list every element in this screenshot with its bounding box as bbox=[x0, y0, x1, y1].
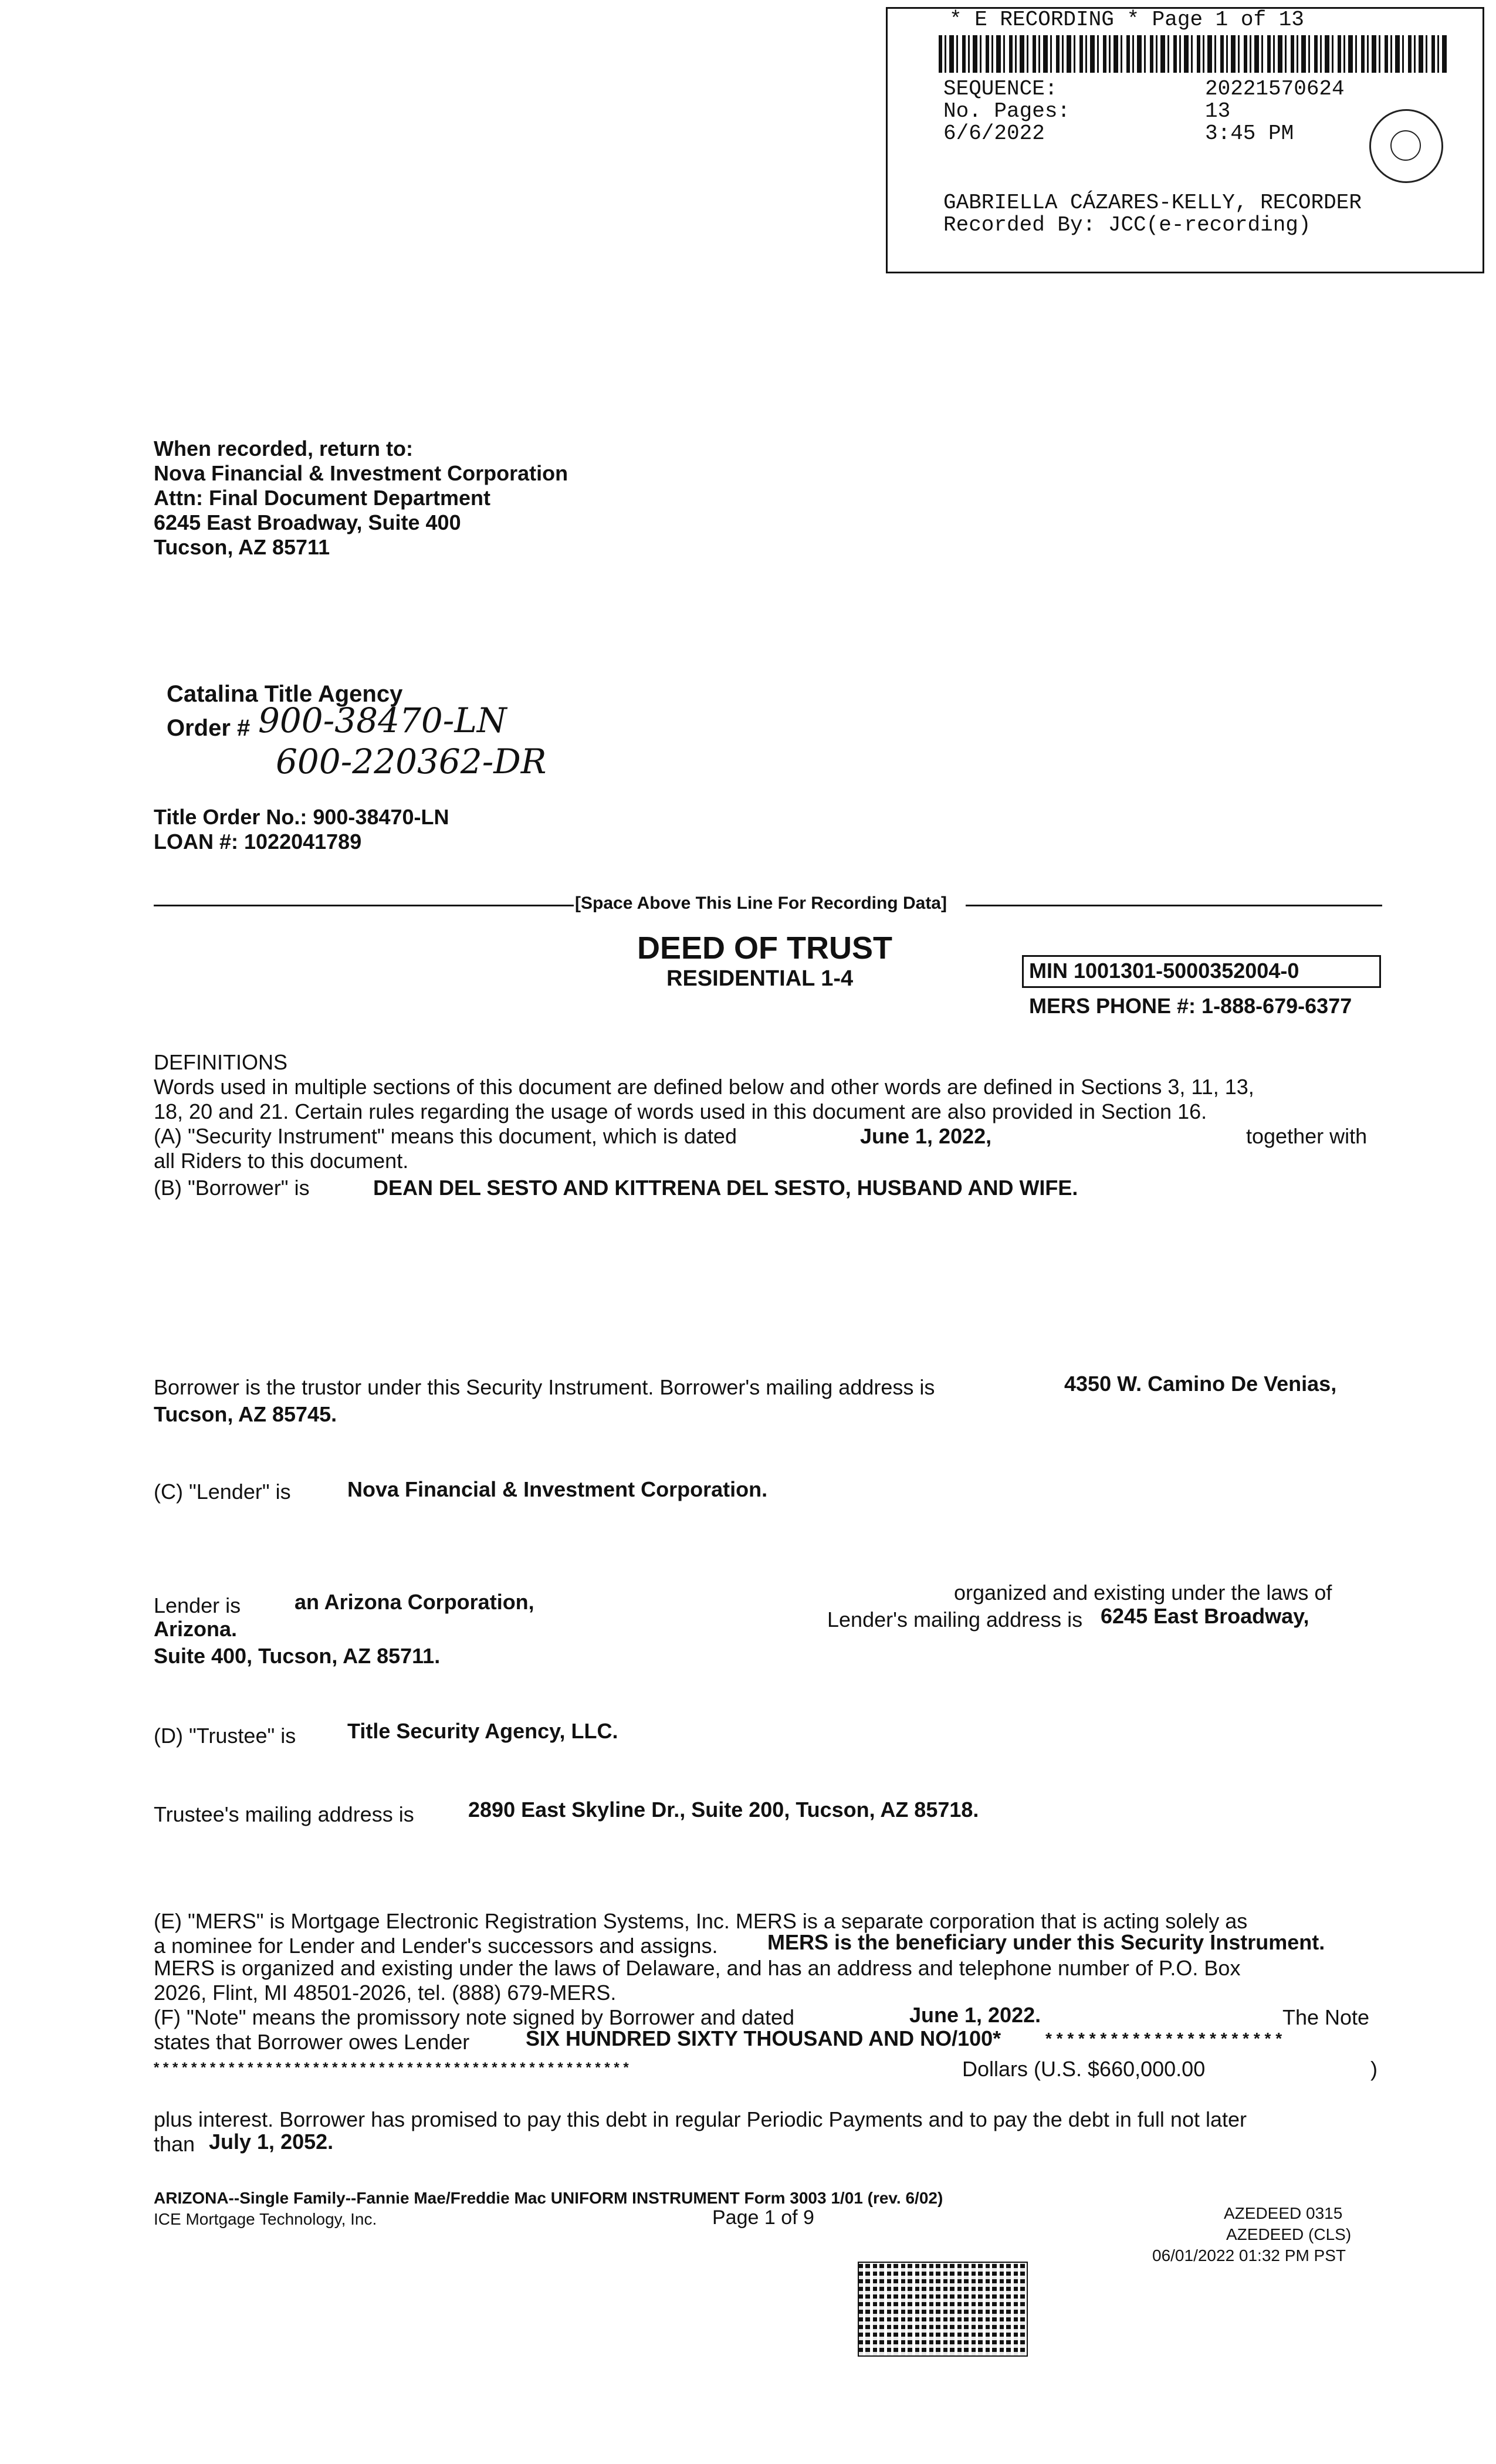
def-b-text: (B) "Borrower" is bbox=[154, 1176, 310, 1200]
definitions-intro-line1: Words used in multiple sections of this document are defined below and other words are defined in Sections 3, 11, 13, bbox=[154, 1075, 1254, 1099]
def-e-line2b: MERS is the beneficiary under this Security Instrument. bbox=[767, 1930, 1325, 1954]
borrower-address-text: Borrower is the trustor under this Security Instrument. Borrower's mailing address is bbox=[154, 1375, 935, 1399]
def-f-text: (F) "Note" means the promissory note signed by Borrower and dated bbox=[154, 2005, 795, 2029]
recorder-name: GABRIELLA CÁZARES-KELLY, RECORDER bbox=[943, 191, 1362, 215]
def-e-line4: 2026, Flint, MI 48501-2026, tel. (888) 679-MERS. bbox=[154, 1981, 617, 2005]
recording-header: * E RECORDING * Page 1 of 13 bbox=[949, 8, 1304, 32]
def-a-text: (A) "Security Instrument" means this document, which is dated bbox=[154, 1124, 737, 1148]
recorded-by: Recorded By: JCC(e-recording) bbox=[943, 213, 1311, 237]
footer-timestamp: 06/01/2022 01:32 PM PST bbox=[1152, 2246, 1346, 2265]
document-subtitle: RESIDENTIAL 1-4 bbox=[666, 966, 854, 991]
def-f-line5a: than bbox=[154, 2132, 195, 2156]
recording-barcode bbox=[939, 35, 1449, 73]
lender-is-label: Lender is bbox=[154, 1593, 241, 1617]
recording-time: 3:45 PM bbox=[1205, 121, 1294, 145]
return-to-line2: Nova Financial & Investment Corporation bbox=[154, 461, 568, 485]
note-stars-2: * * * * * * * * * * * * * * * * * * * * * * * * * * * * * * * * * * * * * * * * * * * * * * * * * * * bbox=[154, 2060, 629, 2076]
footer-code1: AZEDEED 0315 bbox=[1224, 2204, 1343, 2222]
loan-number: LOAN #: 1022041789 bbox=[154, 830, 362, 854]
space-above-label: [Space Above This Line For Recording Data] bbox=[575, 893, 947, 913]
recording-space-rule-right bbox=[966, 905, 1382, 906]
min-number: MIN 1001301-5000352004-0 bbox=[1029, 959, 1299, 983]
trustee-name: Title Security Agency, LLC. bbox=[347, 1719, 618, 1743]
lender-address-text: Lender's mailing address is bbox=[827, 1607, 1083, 1632]
lender-address-line2: Suite 400, Tucson, AZ 85711. bbox=[154, 1644, 441, 1668]
note-stars-1: * * * * * * * * * * * * * * * * * * * * * * bbox=[1045, 2029, 1282, 2047]
def-e-line3: MERS is organized and existing under the laws of Delaware, and has an address and telephone number of P.O. Box bbox=[154, 1956, 1241, 1980]
trustee-address-value: 2890 East Skyline Dr., Suite 200, Tucson, AZ 85718. bbox=[468, 1798, 979, 1822]
note-dollars-paren: ) bbox=[1370, 2057, 1377, 2081]
handwritten-order-1: 900-38470-LN bbox=[258, 700, 507, 740]
note-amount-words: SIX HUNDRED SIXTY THOUSAND AND NO/100* bbox=[526, 2026, 1001, 2050]
borrower-address-line2: Tucson, AZ 85745. bbox=[154, 1402, 337, 1426]
def-c-text: (C) "Lender" is bbox=[154, 1480, 291, 1504]
sequence-label: SEQUENCE: bbox=[943, 77, 1058, 101]
return-to-line4: 6245 East Broadway, Suite 400 bbox=[154, 510, 461, 534]
def-a-date: June 1, 2022, bbox=[860, 1124, 992, 1148]
definitions-heading: DEFINITIONS bbox=[154, 1050, 288, 1074]
return-to-line1: When recorded, return to: bbox=[154, 436, 414, 461]
borrower-address-value: 4350 W. Camino De Venias, bbox=[1064, 1372, 1337, 1396]
county-seal-inner bbox=[1390, 130, 1421, 161]
note-dollars-label: Dollars (U.S. $660,000.00 bbox=[962, 2057, 1206, 2081]
pages-value: 13 bbox=[1205, 99, 1231, 123]
note-maturity-date: July 1, 2052. bbox=[209, 2130, 334, 2154]
recording-date: 6/6/2022 bbox=[943, 121, 1045, 145]
pages-label: No. Pages: bbox=[943, 99, 1071, 123]
footer-code2: AZEDEED (CLS) bbox=[1226, 2225, 1352, 2243]
document-2d-barcode bbox=[858, 2262, 1028, 2357]
return-to-line5: Tucson, AZ 85711 bbox=[154, 535, 330, 559]
lender-type: an Arizona Corporation, bbox=[295, 1590, 534, 1614]
sequence-value: 20221570624 bbox=[1205, 77, 1345, 101]
borrower-names: DEAN DEL SESTO AND KITTRENA DEL SESTO, HUSBAND AND WIFE. bbox=[373, 1176, 1078, 1200]
mers-phone: MERS PHONE #: 1-888-679-6377 bbox=[1029, 994, 1352, 1018]
def-f-line2a: states that Borrower owes Lender bbox=[154, 2030, 470, 2054]
handwritten-order-2: 600-220362-DR bbox=[276, 742, 547, 781]
footer-form-line: ARIZONA--Single Family--Fannie Mae/Freddie Mac UNIFORM INSTRUMENT Form 3003 1/01 (rev. 6/02) bbox=[154, 2189, 943, 2207]
document-title: DEED OF TRUST bbox=[637, 930, 893, 966]
def-a-line2: all Riders to this document. bbox=[154, 1149, 409, 1173]
order-label: Order # bbox=[167, 715, 251, 741]
def-e-line1: (E) "MERS" is Mortgage Electronic Registration Systems, Inc. MERS is a separate corporation that is acting solely as bbox=[154, 1909, 1248, 1933]
def-d-text: (D) "Trustee" is bbox=[154, 1724, 296, 1748]
title-order-number: Title Order No.: 900-38470-LN bbox=[154, 805, 449, 829]
title-agency-stamp: Catalina Title Agency bbox=[167, 681, 403, 707]
lender-address-value: 6245 East Broadway, bbox=[1101, 1604, 1309, 1628]
def-e-line2a: a nominee for Lender and Lender's successors and assigns. bbox=[154, 1934, 718, 1958]
definitions-intro-line2: 18, 20 and 21. Certain rules regarding the usage of words used in this document are also provided in Section 16. bbox=[154, 1099, 1207, 1123]
recording-space-rule-left bbox=[154, 905, 574, 906]
lender-laws-text: organized and existing under the laws of bbox=[954, 1580, 1332, 1605]
def-a-tail: together with bbox=[1246, 1124, 1368, 1148]
lender-name: Nova Financial & Investment Corporation. bbox=[347, 1477, 768, 1501]
def-f-line4: plus interest. Borrower has promised to pay this debt in regular Periodic Payments and to pay the debt in full not later bbox=[154, 2107, 1247, 2131]
trustee-address-text: Trustee's mailing address is bbox=[154, 1802, 414, 1826]
def-f-tail: The Note bbox=[1282, 2005, 1370, 2029]
note-date: June 1, 2022. bbox=[909, 2003, 1041, 2027]
footer-page-number: Page 1 of 9 bbox=[712, 2206, 814, 2229]
footer-company: ICE Mortgage Technology, Inc. bbox=[154, 2210, 377, 2228]
return-to-line3: Attn: Final Document Department bbox=[154, 486, 491, 510]
lender-state: Arizona. bbox=[154, 1617, 238, 1641]
